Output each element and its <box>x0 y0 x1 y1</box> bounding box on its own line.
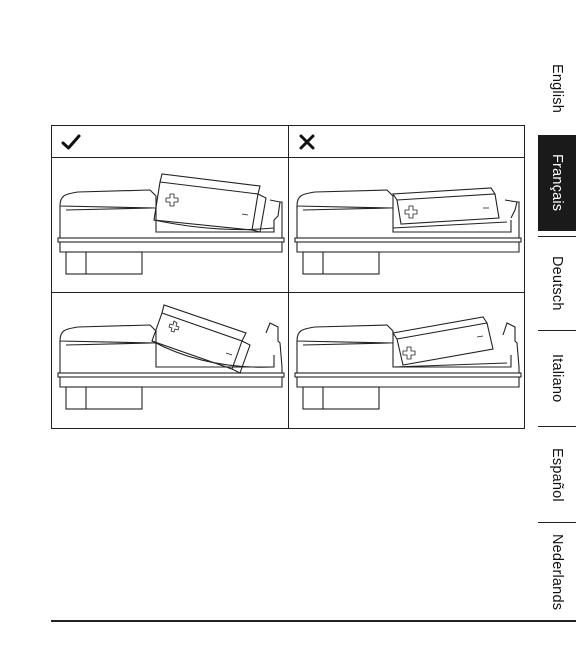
tab-deutsch-label: Deutsch <box>549 256 565 311</box>
charger-base-illustration <box>58 190 284 274</box>
cross-icon <box>298 133 316 151</box>
battery-illustration <box>154 174 274 232</box>
charger-base-illustration <box>58 323 284 409</box>
illustration-correct-1 <box>52 158 288 292</box>
tab-nederlands-label: Nederlands <box>549 534 565 611</box>
language-tabs <box>538 44 576 622</box>
tab-espanol[interactable] <box>538 426 576 522</box>
tab-english[interactable] <box>538 44 576 132</box>
footer-rule <box>51 620 576 622</box>
battery-illustration <box>393 188 507 228</box>
charger-base-illustration <box>295 190 521 274</box>
battery-insertion-table <box>51 125 525 429</box>
illustration-incorrect-1 <box>289 158 525 292</box>
tab-italiano[interactable] <box>538 330 576 426</box>
tab-deutsch[interactable] <box>538 236 576 330</box>
tab-espanol-label: Español <box>549 447 565 502</box>
header-incorrect <box>289 126 524 158</box>
illustration-incorrect-2 <box>289 293 525 427</box>
battery-illustration <box>152 305 274 373</box>
battery-illustration <box>393 317 507 367</box>
tab-francais-label: Français <box>549 154 565 212</box>
tab-english-label: English <box>549 63 565 113</box>
illustration-correct-2 <box>52 293 288 427</box>
tab-italiano-label: Italiano <box>549 354 565 403</box>
tab-nederlands[interactable] <box>538 522 576 622</box>
tab-francais[interactable] <box>538 135 576 231</box>
check-icon <box>61 132 81 152</box>
header-correct <box>52 126 288 158</box>
